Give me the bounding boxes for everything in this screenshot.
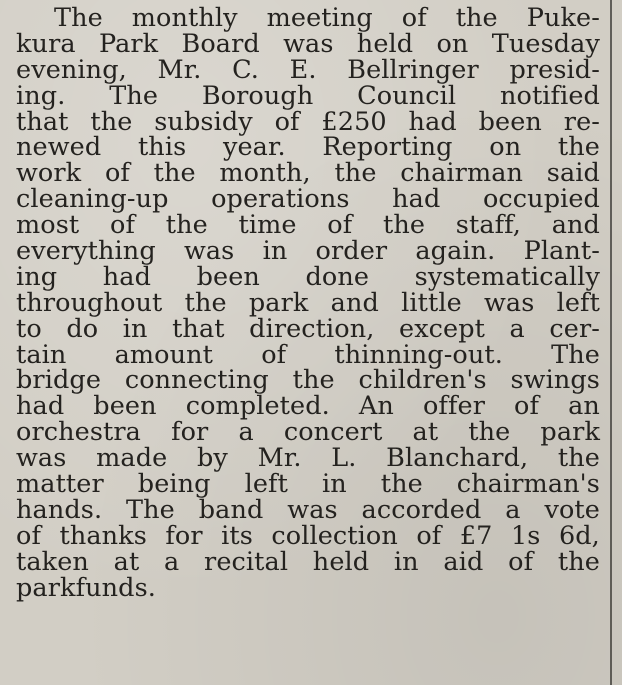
word: to xyxy=(16,313,42,344)
word: except xyxy=(399,313,486,344)
word: been xyxy=(93,391,157,422)
word: for xyxy=(171,417,209,448)
word: said xyxy=(546,158,600,189)
word: completed. xyxy=(185,391,330,422)
word: ing. xyxy=(16,80,66,111)
word: orchestra xyxy=(16,417,141,448)
word: direction, xyxy=(249,313,375,344)
word: on xyxy=(436,28,469,59)
word: held xyxy=(312,546,370,577)
word: band xyxy=(198,494,264,525)
word: again. xyxy=(415,236,496,267)
text-line xyxy=(16,572,600,603)
word: at xyxy=(412,417,439,448)
word: this xyxy=(137,132,187,163)
word: the xyxy=(153,158,196,189)
word: the xyxy=(383,210,426,241)
word: notified xyxy=(499,80,600,111)
text-line xyxy=(16,313,600,344)
word: vote xyxy=(544,494,600,525)
word: chairman xyxy=(400,158,524,189)
word: connecting xyxy=(124,365,269,396)
column-rule xyxy=(610,0,612,685)
word: L. xyxy=(331,443,357,474)
word: concert xyxy=(283,417,383,448)
word: thinning-out. xyxy=(334,339,503,370)
word: had xyxy=(392,184,441,215)
word: Tuesday xyxy=(491,28,600,59)
word: funds. xyxy=(75,572,156,603)
word: E. xyxy=(289,54,317,85)
word: bridge xyxy=(16,365,102,396)
word: made xyxy=(96,443,168,474)
word: C. xyxy=(232,54,259,85)
word: evening, xyxy=(16,54,127,85)
word: was xyxy=(16,443,67,474)
word: a xyxy=(509,313,525,344)
word: aid xyxy=(443,546,484,577)
word: kura xyxy=(16,28,76,59)
word: been xyxy=(196,261,260,292)
word: subsidy xyxy=(154,106,253,137)
word: the xyxy=(334,158,377,189)
word: and xyxy=(330,287,379,318)
word: Blanchard, xyxy=(386,443,529,474)
word: of xyxy=(416,520,442,551)
word: for xyxy=(165,520,203,551)
word: staff, xyxy=(455,210,522,241)
word: held xyxy=(356,28,414,59)
word: its xyxy=(221,520,253,551)
word: amount xyxy=(114,339,214,370)
word: of xyxy=(110,210,135,241)
word: of xyxy=(104,158,130,189)
word: was xyxy=(283,28,334,59)
word: hands. xyxy=(16,494,103,525)
word: of xyxy=(261,339,287,370)
word: order xyxy=(315,236,388,267)
text-line xyxy=(16,80,600,111)
text-line xyxy=(16,28,600,59)
word: the xyxy=(292,365,335,396)
word: in xyxy=(393,546,419,577)
word: by xyxy=(197,443,228,474)
word: 1s xyxy=(510,520,541,551)
text-line xyxy=(16,261,600,292)
word: Reporting xyxy=(322,132,453,163)
word: and xyxy=(551,210,600,241)
word: the xyxy=(557,443,600,474)
word: time xyxy=(238,210,297,241)
word: that xyxy=(172,313,225,344)
word: do xyxy=(66,313,99,344)
word: collection xyxy=(271,520,398,551)
word: operations xyxy=(211,184,350,215)
word: Council xyxy=(357,80,457,111)
word: the xyxy=(380,469,423,500)
word: chairman's xyxy=(456,469,600,500)
word: 6d, xyxy=(558,520,600,551)
word: a xyxy=(164,546,180,577)
word: was xyxy=(183,236,235,267)
word: the xyxy=(557,546,600,577)
word: ing xyxy=(16,261,58,292)
word: a xyxy=(238,417,254,448)
word: presid- xyxy=(509,54,600,85)
word: tain xyxy=(16,339,67,370)
word: taken xyxy=(16,546,89,577)
word: accorded xyxy=(361,494,482,525)
word: the xyxy=(184,287,227,318)
word: little xyxy=(401,287,462,318)
word: park xyxy=(16,572,76,603)
word: Borough xyxy=(201,80,314,111)
word: most xyxy=(16,210,80,241)
text-line xyxy=(16,520,600,551)
word: of xyxy=(514,391,540,422)
word: the xyxy=(90,106,133,137)
word: meeting xyxy=(266,3,373,33)
word: £250 xyxy=(321,106,387,137)
text-line xyxy=(16,287,600,318)
word: in xyxy=(122,313,148,344)
text-line xyxy=(16,54,600,85)
word: Puke- xyxy=(526,3,600,33)
word: The xyxy=(126,494,175,525)
word: was xyxy=(287,494,338,525)
word: re- xyxy=(563,106,600,137)
word: matter xyxy=(16,469,104,500)
word: everything xyxy=(16,236,156,267)
word: Mr. xyxy=(157,54,202,85)
word: park xyxy=(540,417,600,448)
word: on xyxy=(489,132,522,163)
word: Mr. xyxy=(257,443,302,474)
word: had xyxy=(102,261,152,292)
word: monthly xyxy=(131,3,238,33)
word: of xyxy=(508,546,534,577)
word: in xyxy=(321,469,347,500)
word: Bellringer xyxy=(347,54,479,85)
word: recital xyxy=(204,546,289,577)
word: year. xyxy=(222,132,286,163)
word: the xyxy=(468,417,511,448)
word: cer- xyxy=(549,313,600,344)
text-line xyxy=(16,546,600,577)
word: £7 xyxy=(459,520,493,551)
word: the xyxy=(557,132,600,163)
article-text xyxy=(16,3,600,603)
word: Board xyxy=(181,28,260,59)
word: swings xyxy=(510,365,600,396)
word: cleaning-up xyxy=(16,184,169,215)
text-line xyxy=(16,494,600,525)
word: of xyxy=(401,3,427,33)
word: that xyxy=(16,106,69,137)
word: The xyxy=(109,80,159,111)
word: work xyxy=(16,158,82,189)
word: being xyxy=(137,469,211,500)
word: an xyxy=(568,391,600,422)
text-line xyxy=(16,3,600,33)
word: was xyxy=(483,287,535,318)
word: throughout xyxy=(16,287,163,318)
word: month, xyxy=(219,158,311,189)
word: had xyxy=(408,106,457,137)
word: park xyxy=(248,287,309,318)
word: of xyxy=(327,210,353,241)
word: newed xyxy=(16,132,102,163)
word: of xyxy=(274,106,300,137)
word: offer xyxy=(422,391,485,422)
word: children's xyxy=(358,365,487,396)
word: Park xyxy=(98,28,159,59)
word: systematically xyxy=(414,261,600,292)
word: had xyxy=(16,391,65,422)
word: of xyxy=(16,520,41,551)
word: done xyxy=(305,261,370,292)
word: The xyxy=(551,339,600,370)
word: thanks xyxy=(59,520,147,551)
word: An xyxy=(358,391,394,422)
word: Plant- xyxy=(523,236,600,267)
word: in xyxy=(262,236,288,267)
word: occupied xyxy=(482,184,600,215)
word: left xyxy=(556,287,600,318)
word: at xyxy=(113,546,140,577)
word: a xyxy=(505,494,521,525)
word: the xyxy=(165,210,208,241)
word: The xyxy=(54,3,103,33)
word: left xyxy=(244,469,288,500)
word: been xyxy=(478,106,542,137)
word: the xyxy=(455,3,498,33)
